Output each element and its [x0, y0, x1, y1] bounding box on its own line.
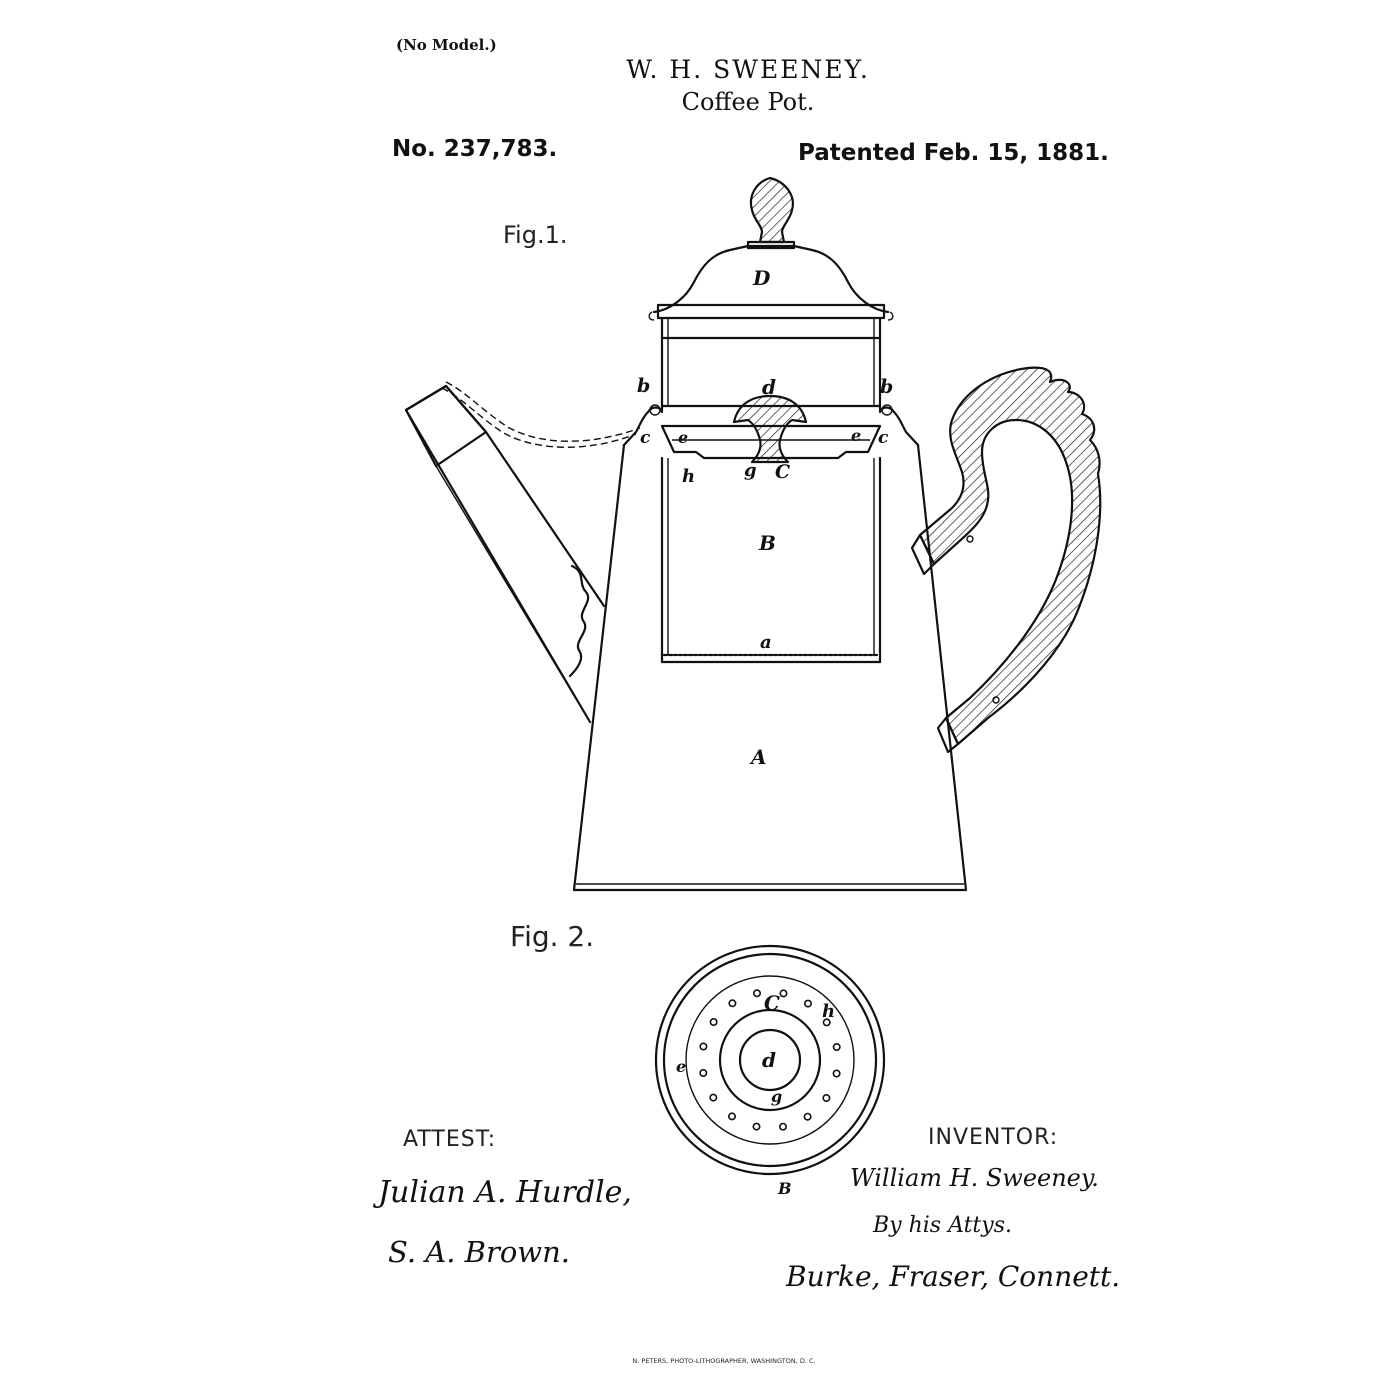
- pot-handle: [920, 368, 1100, 744]
- attest-heading: ATTEST:: [403, 1127, 497, 1152]
- fig2-letter-d: d: [762, 1048, 776, 1072]
- by-attorneys-line: By his Attys.: [873, 1213, 1012, 1238]
- attorneys-signature: Burke, Fraser, Connett.: [786, 1260, 1121, 1293]
- patent-title: Coffee Pot.: [681, 88, 815, 116]
- letter-h: h: [682, 466, 696, 487]
- spreader-cap: [734, 396, 806, 462]
- fig1-coffee-pot-drawing: [406, 178, 1100, 890]
- lid-finial-knob: [751, 178, 793, 242]
- fig2-letter-C: C: [764, 991, 780, 1015]
- inventor-name: W. H. SWEENEY.: [626, 55, 870, 84]
- strainer-hole: [729, 1000, 735, 1006]
- strainer-hole: [710, 1094, 716, 1100]
- fig2-letter-h: h: [822, 1001, 836, 1022]
- fig2-label: Fig. 2.: [510, 920, 595, 953]
- letter-c-right: c: [878, 428, 889, 448]
- spout-chain: [446, 382, 640, 441]
- strainer-hole: [700, 1043, 706, 1049]
- letter-e-right: e: [851, 426, 862, 445]
- printer-credit: N. PETERS, PHOTO-LITHOGRAPHER, WASHINGTON, D. C.: [632, 1357, 816, 1365]
- fig2-letter-B: B: [778, 1179, 792, 1198]
- patent-date: Patented Feb. 15, 1881.: [798, 140, 1109, 166]
- fig2-strainer-plan: [656, 946, 884, 1198]
- letter-C: C: [775, 461, 791, 483]
- witness-signature-2: S. A. Brown.: [388, 1235, 571, 1269]
- strainer-hole: [754, 990, 760, 996]
- strainer-hole: [823, 1095, 829, 1101]
- inventor-heading: INVENTOR:: [928, 1125, 1059, 1150]
- fig2-letter-g: g: [771, 1087, 783, 1106]
- letter-e-left: e: [678, 428, 689, 447]
- strainer-hole: [710, 1019, 716, 1025]
- pot-body: [574, 445, 966, 890]
- letter-g: g: [744, 460, 757, 481]
- strainer-hole: [753, 1123, 759, 1129]
- strainer-hole: [804, 1114, 810, 1120]
- witness-signature-1: Julian A. Hurdle,: [378, 1175, 632, 1210]
- inventor-signature: William H. Sweeney.: [850, 1164, 1099, 1192]
- letter-a: a: [760, 632, 772, 653]
- strainer-hole: [700, 1070, 706, 1076]
- letter-D: D: [753, 266, 771, 290]
- strainer-hole: [834, 1044, 840, 1050]
- strainer-hole: [780, 1124, 786, 1130]
- strainer-hole: [833, 1070, 839, 1076]
- fig1-label: Fig.1.: [503, 221, 568, 249]
- letter-b-right: b: [880, 376, 894, 398]
- patent-number: No. 237,783.: [392, 136, 558, 162]
- strainer-hole: [780, 990, 786, 996]
- letter-A: A: [751, 745, 767, 769]
- letter-d: d: [762, 375, 776, 399]
- fig2-letter-e: e: [676, 1057, 687, 1076]
- no-model-note: (No Model.): [396, 36, 497, 54]
- strainer-hole: [805, 1000, 811, 1006]
- letter-B: B: [759, 531, 776, 555]
- strainer-hole: [729, 1113, 735, 1119]
- letter-b-left: b: [637, 375, 651, 397]
- letter-c-left: c: [640, 428, 651, 448]
- dome-lid: [654, 246, 888, 312]
